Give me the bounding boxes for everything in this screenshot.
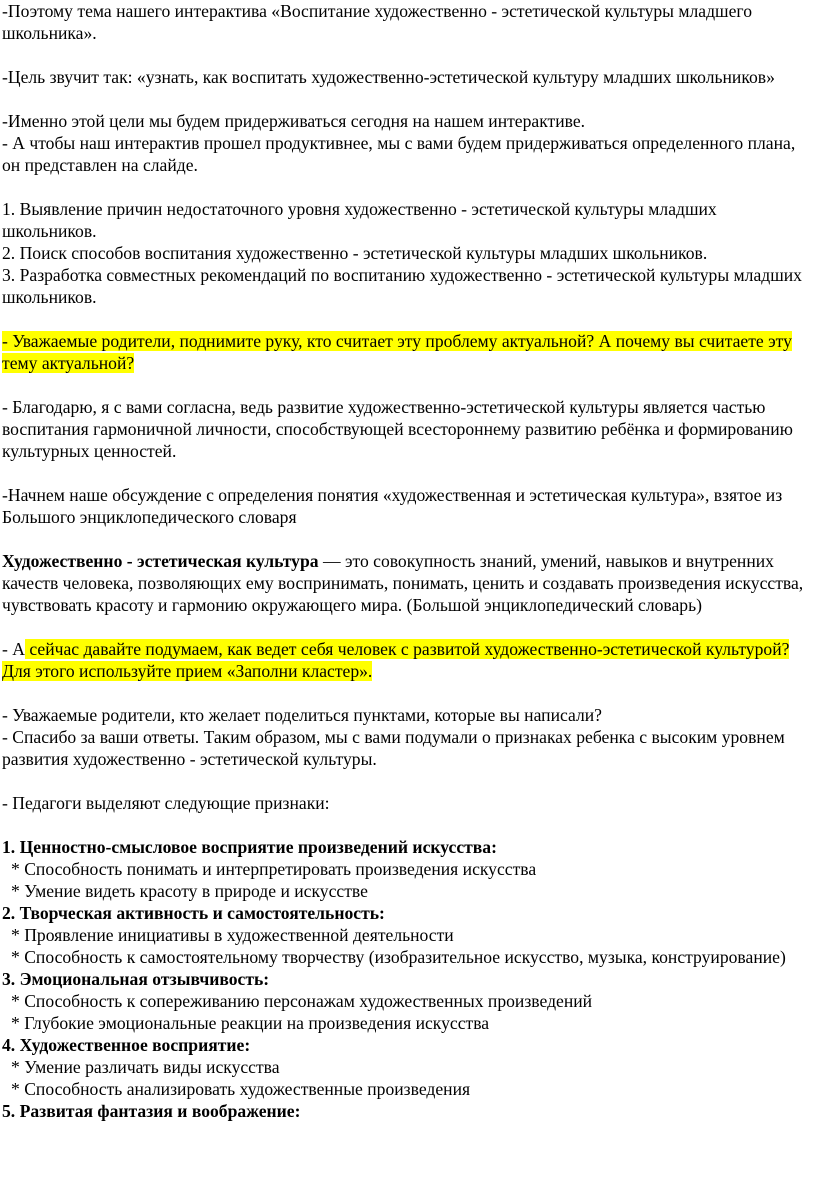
- sign-item: * Способность к сопереживанию персонажам художественных произведений: [11, 991, 593, 1011]
- intro-topic: -Поэтому тема нашего интерактива «Воспитание художественно - эстетической культуры младшего школьника».: [2, 1, 752, 43]
- definition-intro: -Начнем наше обсуждение с определения понятия «художественная и эстетическая культура», взятое из Большого энциклопедического словаря: [2, 485, 783, 527]
- intro-plan: - А чтобы наш интерактив прошел продуктивнее, мы с вами будем придерживаться определенного плана, он представлен на слайде.: [2, 133, 796, 175]
- sign-item: * Способность анализировать художественные произведения: [11, 1079, 471, 1099]
- thanks-paragraph: - Спасибо за ваши ответы. Таким образом, мы с вами подумали о признаках ребенка с высоким уровнем развития художественно - эстетической культуры.: [2, 727, 785, 769]
- agreement-paragraph: - Благодарю, я с вами согласна, ведь развитие художественно-эстетической культуры является частью воспитания гармоничной личности, способствующей всестороннему развитию ребёнка и формированию культурных ценностей.: [2, 397, 793, 461]
- question-relevance: [2, 330, 814, 374]
- definition-paragraph: [2, 550, 814, 616]
- sign-item: * Умение видеть красоту в природе и искусстве: [11, 881, 368, 901]
- sign-title: 2. Творческая активность и самостоятельность:: [2, 903, 385, 923]
- definition-text: — это совокупность знаний, умений, навыков и внутренних качеств человека, позволяющих ему воспринимать, понимать, ценить и создавать произведения искусства, чувствовать красоту и гармонию окружающего мира. (Большой энциклопедический словарь): [2, 551, 804, 615]
- sign-item: * Способность к самостоятельному творчеству (изобразительное искусство, музыка, конструирование): [11, 947, 786, 967]
- sign-item: * Проявление инициативы в художественной деятельности: [11, 925, 454, 945]
- intro-goal: -Цель звучит так: «узнать, как воспитать художественно-эстетической культуру младших школьников»: [2, 67, 775, 87]
- sign-item: * Глубокие эмоциональные реакции на произведения искусства: [11, 1013, 490, 1033]
- question-behavior-text: сейчас давайте подумаем, как ведет себя человек с развитой художественно-эстетической культурой?: [24, 639, 790, 659]
- sign-title: 3. Эмоциональная отзывчивость:: [2, 969, 270, 989]
- sign-item: * Способность понимать и интерпретировать произведения искусства: [11, 859, 537, 879]
- cluster-instruction: [2, 660, 814, 682]
- plan-item-3: 3. Разработка совместных рекомендаций по воспитанию художественно - эстетической культуры младших школьников.: [2, 265, 802, 307]
- sign-item: * Умение различать виды искусства: [11, 1057, 280, 1077]
- sign-title: 1. Ценностно-смысловое восприятие произведений искусства:: [2, 837, 497, 857]
- plan-item-2: 2. Поиск способов воспитания художественно - эстетической культуры младших школьников.: [2, 243, 708, 263]
- share-question: - Уважаемые родители, кто желает поделиться пунктами, которые вы написали?: [2, 705, 602, 725]
- question-behavior-prefix: - А: [2, 639, 25, 659]
- sign-title: 5. Развитая фантазия и воображение:: [2, 1101, 301, 1121]
- cluster-instruction-text: Для этого используйте прием «Заполни кластер».: [2, 661, 373, 681]
- intro-follow-goal: -Именно этой цели мы будем придерживаться сегодня на нашем интерактиве.: [2, 111, 586, 131]
- sign-title: 4. Художественное восприятие:: [2, 1035, 251, 1055]
- plan-item-1: 1. Выявление причин недостаточного уровня художественно - эстетической культуры младших школьников.: [2, 199, 717, 241]
- question-behavior: [2, 638, 814, 660]
- definition-term: Художественно - эстетическая культура: [2, 551, 319, 571]
- question-relevance-text: - Уважаемые родители, поднимите руку, кто считает эту проблему актуальной? А почему вы считаете эту тему актуальной?: [2, 331, 792, 373]
- signs-intro: - Педагоги выделяют следующие признаки:: [2, 793, 330, 813]
